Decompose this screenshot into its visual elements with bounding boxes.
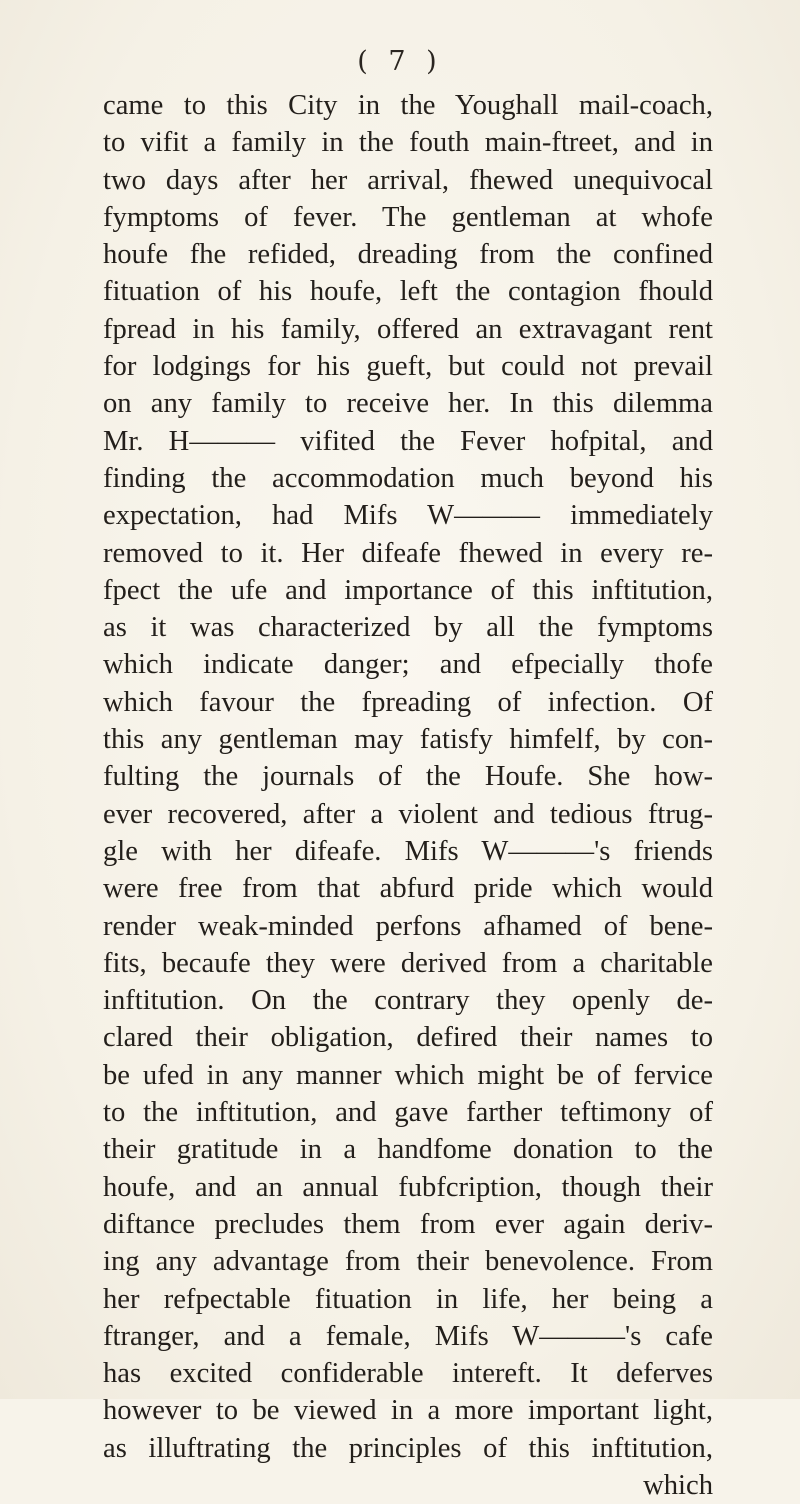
- text-line: their gratitude in a handfome donation to the: [103, 1134, 713, 1166]
- text-line: this any gentleman may fatisfy himfelf, by con-: [103, 724, 713, 756]
- text-line: removed to it. Her difeafe fhewed in every re-: [103, 537, 713, 569]
- text-line: fymptoms of fever. The gentleman at whofe: [103, 201, 713, 233]
- text-line: for lodgings for his gueft, but could not prevail: [103, 351, 713, 383]
- text-line: Mr. H——— vifited the Fever hofpital, and: [103, 425, 713, 457]
- text-line: as illuftrating the principles of this inftitution,: [103, 1432, 713, 1464]
- text-line: fpect the ufe and importance of this inftitution,: [103, 574, 713, 606]
- text-line: were free from that abfurd pride which would: [103, 873, 713, 905]
- text-line: ing any advantage from their benevolence. From: [103, 1246, 713, 1278]
- text-line: which indicate danger; and efpecially thofe: [103, 649, 713, 681]
- text-line: houfe, and an annual fubfcription, though their: [103, 1171, 713, 1203]
- text-line: her refpectable fituation in life, her being a: [103, 1283, 713, 1315]
- text-line: as it was characterized by all the fymptoms: [103, 612, 713, 644]
- text-line: ever recovered, after a violent and tedious ftrug-: [103, 798, 713, 830]
- text-line: fpread in his family, offered an extravagant rent: [103, 313, 713, 345]
- body-text: [103, 87, 713, 1504]
- text-line: two days after her arrival, fhewed unequivocal: [103, 164, 713, 196]
- page-number: ( 7 ): [357, 46, 443, 77]
- text-line: render weak-minded perfons afhamed of bene-: [103, 910, 713, 942]
- text-line: however to be viewed in a more important light,: [103, 1395, 713, 1427]
- text-line: fituation of his houfe, left the contagion fhould: [103, 276, 713, 308]
- text-line: expectation, had Mifs W——— immediately: [103, 500, 713, 532]
- text-line: be ufed in any manner which might be of fervice: [103, 1059, 713, 1091]
- text-line: has excited confiderable intereft. It deferves: [103, 1358, 713, 1390]
- text-line: which favour the fpreading of infection. Of: [103, 686, 713, 718]
- text-line: houfe fhe refided, dreading from the confined: [103, 239, 713, 271]
- text-line: came to this City in the Youghall mail-coach,: [103, 90, 713, 121]
- text-line: to vifit a family in the fouth main-ftreet, and in: [103, 127, 713, 159]
- text-line: clared their obligation, defired their names to: [103, 1022, 713, 1054]
- catchword: which: [643, 1469, 713, 1501]
- text-line: to the inftitution, and gave farther teftimony of: [103, 1097, 713, 1129]
- text-line: diftance precludes them from ever again deriv-: [103, 1208, 713, 1240]
- text-line: fulting the journals of the Houfe. She how-: [103, 761, 713, 793]
- text-line: inftitution. On the contrary they openly de-: [103, 985, 713, 1017]
- text-line: ftranger, and a female, Mifs W———'s cafe: [103, 1320, 713, 1352]
- text-line: gle with her difeafe. Mifs W———'s friends: [103, 835, 713, 867]
- text-line: on any family to receive her. In this dilemma: [103, 388, 713, 420]
- text-line: fits, becaufe they were derived from a charitable: [103, 947, 713, 979]
- text-line: finding the accommodation much beyond his: [103, 462, 713, 494]
